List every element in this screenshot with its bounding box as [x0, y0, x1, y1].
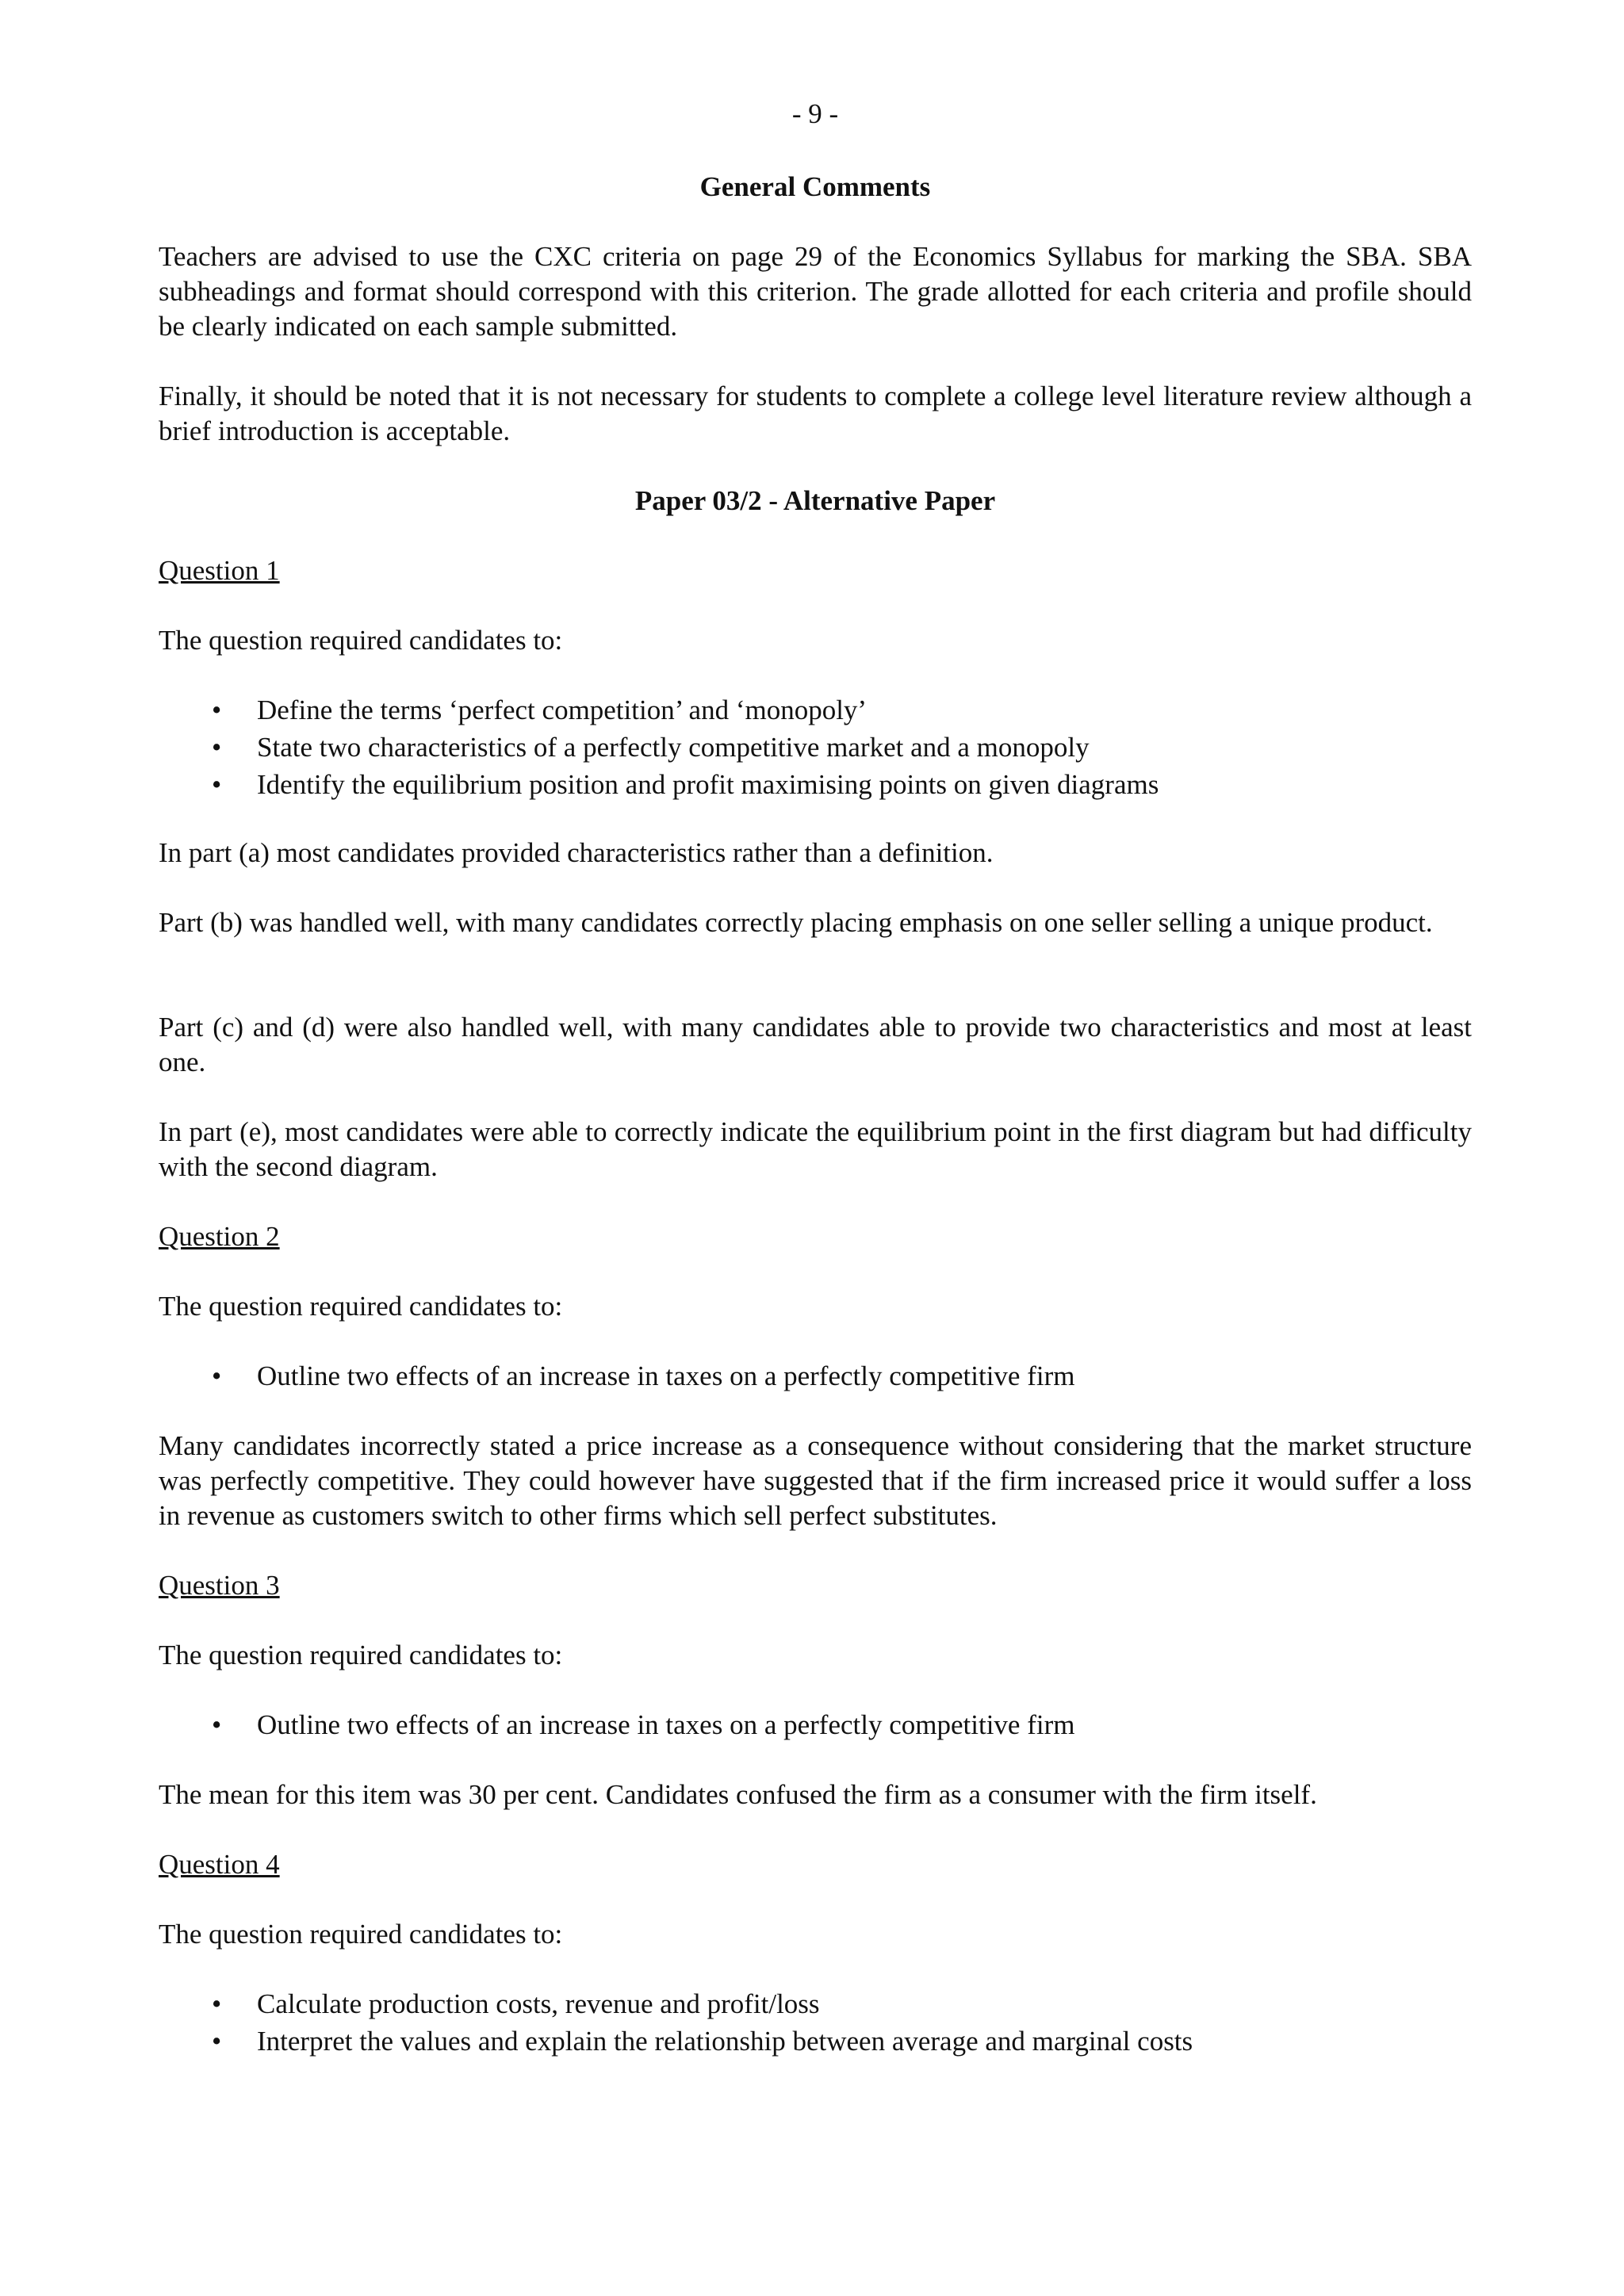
question-4-bullet-list	[159, 1987, 1472, 2061]
bullet-icon: •	[212, 695, 222, 725]
question-1-label: Question 1	[159, 555, 280, 586]
question-3-intro: The question required candidates to:	[159, 1640, 563, 1670]
question-1-paragraph-3: Part (c) and (d) were also handled well, with many candidates able to provide two characteristics and most at least one.	[159, 1012, 1472, 1077]
question-4-bullet-item: • Interpret the values and explain the relationship between average and marginal costs	[159, 2024, 1472, 2061]
question-3-bullet-list	[159, 1708, 1472, 1745]
question-1-bullet-item: • Define the terms ‘perfect competition’ and ‘monopoly’	[159, 693, 1472, 730]
paper-heading: Paper 03/2 - Alternative Paper	[634, 485, 996, 516]
question-1-paragraph-1: In part (a) most candidates provided characteristics rather than a definition.	[159, 837, 994, 868]
bullet-icon: •	[212, 1709, 222, 1740]
question-2-label: Question 2	[159, 1221, 280, 1252]
question-3-label: Question 3	[159, 1570, 280, 1601]
bullet-icon: •	[212, 732, 222, 763]
general-comments-heading: General Comments	[699, 171, 931, 202]
bullet-icon: •	[212, 2026, 222, 2057]
page-number: - 9 -	[791, 98, 839, 129]
question-2-bullet-item: • Outline two effects of an increase in taxes on a perfectly competitive firm	[159, 1359, 1472, 1396]
question-3-bullet-item: • Outline two effects of an increase in taxes on a perfectly competitive firm	[159, 1708, 1472, 1745]
question-1-paragraph-4: In part (e), most candidates were able to correctly indicate the equilibrium point in the first diagram but had difficulty with the second diagram.	[159, 1116, 1472, 1182]
question-3-paragraph-1: The mean for this item was 30 per cent. Candidates confused the firm as a consumer with the firm itself.	[159, 1779, 1317, 1810]
question-4-bullet-item: • Calculate production costs, revenue and profit/loss	[159, 1987, 1472, 2024]
question-1-intro: The question required candidates to:	[159, 625, 563, 656]
bullet-icon: •	[212, 769, 222, 800]
question-2-paragraph-1: Many candidates incorrectly stated a price increase as a consequence without considering that the market structure was perfectly competitive. They could however have suggested that if the firm increased price it would suffer a loss in revenue as customers switch to other firms which sell perfect substitutes.	[159, 1430, 1472, 1531]
question-1-paragraph-2: Part (b) was handled well, with many candidates correctly placing emphasis on one seller selling a unique product.	[159, 907, 1433, 938]
general-comments-paragraph-1: Teachers are advised to use the CXC criteria on page 29 of the Economics Syllabus for marking the SBA. SBA subheadings and format should correspond with this criterion. The grade allotted for each criteria and profile should be clearly indicated on each sample submitted.	[159, 241, 1472, 342]
question-4-label: Question 4	[159, 1849, 280, 1880]
question-1-bullet-list	[159, 693, 1472, 805]
question-4-intro: The question required candidates to:	[159, 1919, 563, 1950]
question-2-intro: The question required candidates to:	[159, 1291, 563, 1322]
question-2-bullet-list	[159, 1359, 1472, 1396]
bullet-icon: •	[212, 1360, 222, 1391]
question-1-bullet-item: • State two characteristics of a perfectly competitive market and a monopoly	[159, 730, 1472, 767]
question-1-bullet-item: • Identify the equilibrium position and profit maximising points on given diagrams	[159, 767, 1472, 805]
general-comments-paragraph-2: Finally, it should be noted that it is not necessary for students to complete a college level literature review although a brief introduction is acceptable.	[159, 381, 1472, 446]
bullet-icon: •	[212, 1988, 222, 2019]
